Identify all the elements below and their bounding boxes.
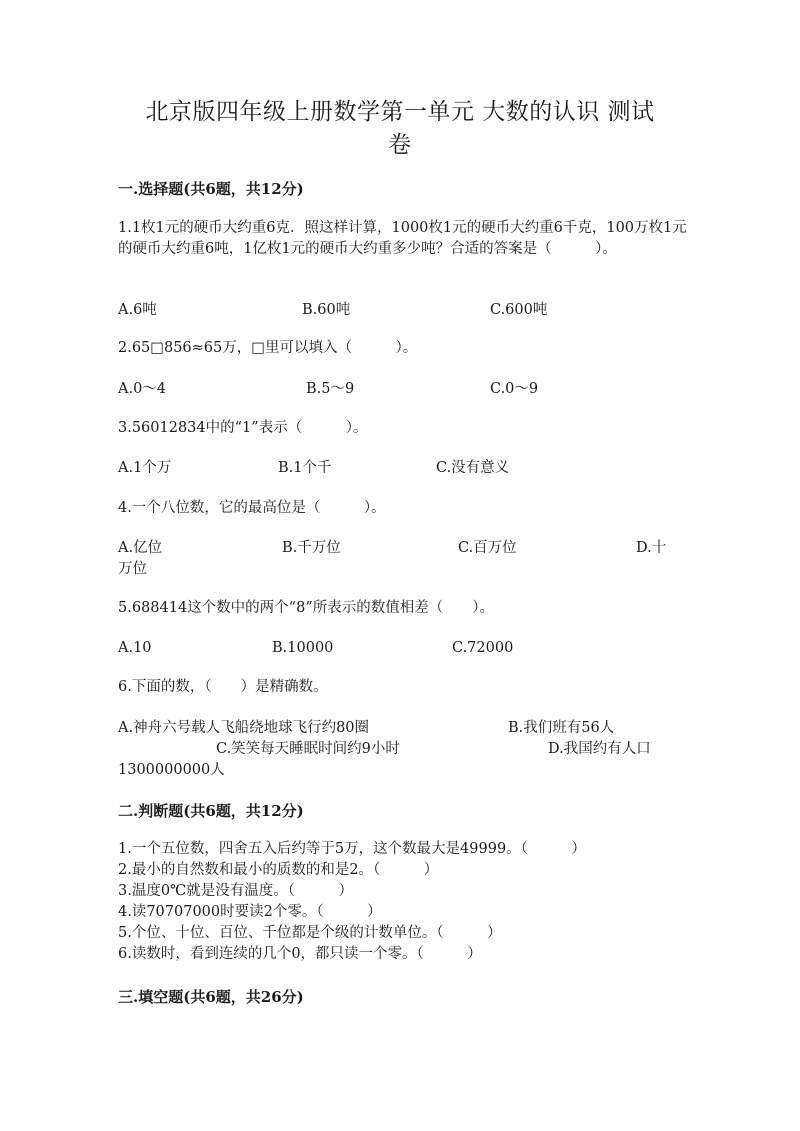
q4-option-d: D.十 [636,540,667,556]
q1-option-a: A.6吨 [118,302,157,318]
q6-option-c: C.笑笑每天睡眠时间约9小时 [216,741,400,757]
q5-option-b: B.10000 [272,640,334,656]
section-heading-fill-blank: 三.填空题(共6题，共26分) [118,988,304,1006]
title-line-1: 北京版四年级上册数学第一单元 大数的认识 测试 [145,99,655,125]
q4-option-b: B.千万位 [282,540,341,556]
q3-option-b: B.1个千 [278,460,332,476]
q4-option-a: A.亿位 [118,540,163,556]
q6-option-d-wrap: 1300000000人 [118,762,225,778]
q4-option-d-wrap: 万位 [118,561,147,577]
q2-option-a: A.0～4 [118,381,167,397]
q6-option-d: D.我国约有人口 [548,741,651,757]
q3-option-c: C.没有意义 [436,460,510,476]
question-5: 5.688414这个数中的两个“8”所表示的数值相差（ ）。 [118,600,494,616]
q1-option-b: B.60吨 [302,302,351,318]
q6-option-a: A.神舟六号载人飞船绕地球飞行约80圈 [118,720,370,736]
q4-option-c: C.百万位 [458,540,517,556]
q6-option-b: B.我们班有56人 [508,720,615,736]
question-3: 3.56012834中的“1”表示（ ）。 [118,420,368,436]
q2-option-b: B.5～9 [306,381,355,397]
tf-item-4: 4.读70707000时要读2个零。（ ） [118,904,382,920]
question-4: 4.一个八位数，它的最高位是（ ）。 [118,500,386,516]
title-line-2: 卷 [388,132,412,158]
tf-item-1: 1.一个五位数，四舍五入后约等于5万，这个数最大是49999。（ ） [118,841,586,857]
question-1: 1.1枚1元的硬币大约重6克．照这样计算，1000枚1元的硬币大约重6千克，100万枚1元的硬币大约重6吨，1亿枚1元的硬币大约重多少吨？合适的答案是（ ）。 [118,220,687,257]
section-heading-true-false: 二.判断题(共6题，共12分) [118,802,304,820]
page-title [118,96,682,162]
q5-option-a: A.10 [118,640,152,656]
q3-option-a: A.1个万 [118,460,172,476]
tf-item-5: 5.个位、十位、百位、千位都是个级的计数单位。（ ） [118,925,502,941]
question-2: 2.65□856≈65万，□里可以填入（ ）。 [118,340,418,356]
tf-item-2: 2.最小的自然数和最小的质数的和是2。（ ） [118,862,439,878]
tf-item-3: 3.温度0℃就是没有温度。（ ） [118,883,354,899]
q1-option-c: C.600吨 [490,302,548,318]
tf-item-6: 6.读数时，看到连续的几个0，都只读一个零。（ ） [118,946,482,962]
question-6: 6.下面的数，（ ）是精确数。 [118,679,328,695]
q2-option-c: C.0～9 [490,381,539,397]
section-heading-choice: 一.选择题(共6题，共12分) [118,180,304,198]
q5-option-c: C.72000 [452,640,514,656]
